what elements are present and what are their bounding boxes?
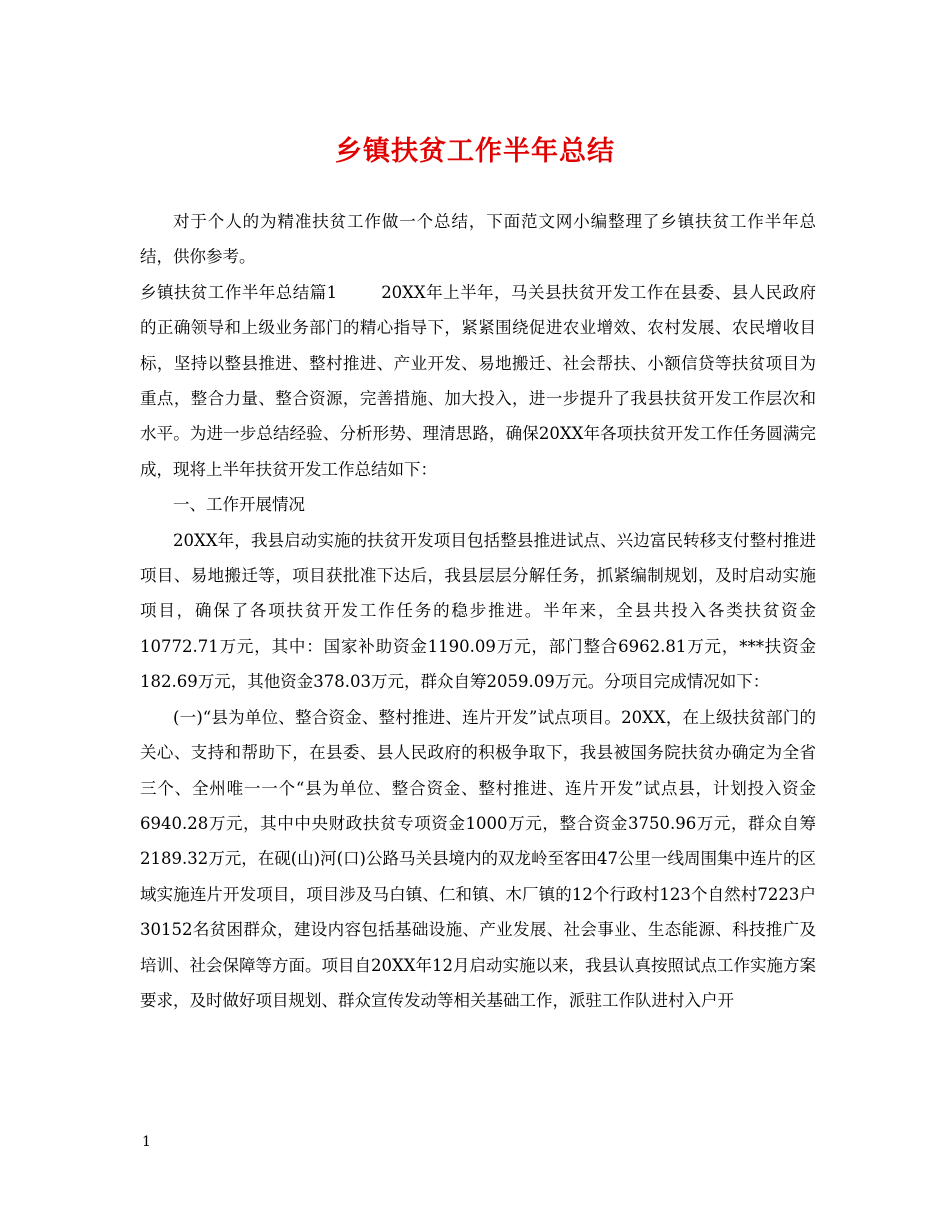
body-paragraph: 20XX年，我县启动实施的扶贫开发项目包括整县推进试点、兴边富民转移支付整村推进项目、易地搬迁等，项目获批准下达后，我县层层分解任务，抓紧编制规划，及时启动实施项目，确保了各项扶贫开发工作任务的稳步推进。半年来，全县共投入各类扶贫资金10772.71万元，其中：国家补助资金1190.09万元，部门整合6962.81万元，***扶资金182.69万元，其他资金378.03万元，群众自筹2059.09万元。分项目完成情况如下： bbox=[140, 530, 816, 692]
section-paragraph-text: 20XX年上半年，马关县扶贫开发工作在县委、县人民政府的正确领导和上级业务部门的精心指导下，紧紧围绕促进农业增效、农村发展、农民增收目标，坚持以整县推进、整村推进、产业开发、易地搬迁、社会帮扶、小额信贷等扶贫项目为重点，整合力量、整合资源，完善措施、加大投入，进一步提升了我县扶贫开发工作层次和水平。为进一步总结经验、分析形势、理清思路，确保20XX年各项扶贫开发工作任务圆满完成，现将上半年扶贫开发工作总结如下： bbox=[140, 282, 816, 479]
section-heading: 一、工作开展情况 bbox=[173, 495, 305, 515]
body-paragraph: (一)“县为单位、整合资金、整村推进、连片开发”试点项目。20XX，在上级扶贫部门的关心、支持和帮助下，在县委、县人民政府的积极争取下，我县被国务院扶贫办确定为全省三个、全州唯一一个“县为单位、整合资金、整村推进、连片开发”试点县，计划投入资金6940.28万元，其中中央财政扶贫专项资金1000万元，整合资金3750.96万元，群众自筹2189.32万元，在砚(山)河(口)公路马关县境内的双龙岭至客田47公里一线周围集中连片的区域实施连片开发项目，项目涉及马白镇、仁和镇、木厂镇的12个行政村123个自然村7223户30152名贫困群众，建设内容包括基础设施、产业发展、社会事业、生态能源、科技推广及培训、社会保障等方面。项目自20XX年12月启动实施以来，我县认真按照试点工作实施方案要求，及时做好项目规划、群众宣传发动等相关基础工作，派驻工作队进村入户开 bbox=[140, 707, 816, 1010]
section-paragraph bbox=[140, 275, 816, 487]
intro-paragraph: 对于个人的为精准扶贫工作做一个总结，下面范文网小编整理了乡镇扶贫工作半年总结，供你参考。 bbox=[140, 212, 816, 267]
section-label: 乡镇扶贫工作半年总结篇1 bbox=[140, 282, 338, 302]
document-title: 乡镇扶贫工作半年总结 bbox=[335, 136, 615, 167]
document-body bbox=[140, 204, 816, 1018]
page-number: 1 bbox=[142, 1134, 151, 1150]
